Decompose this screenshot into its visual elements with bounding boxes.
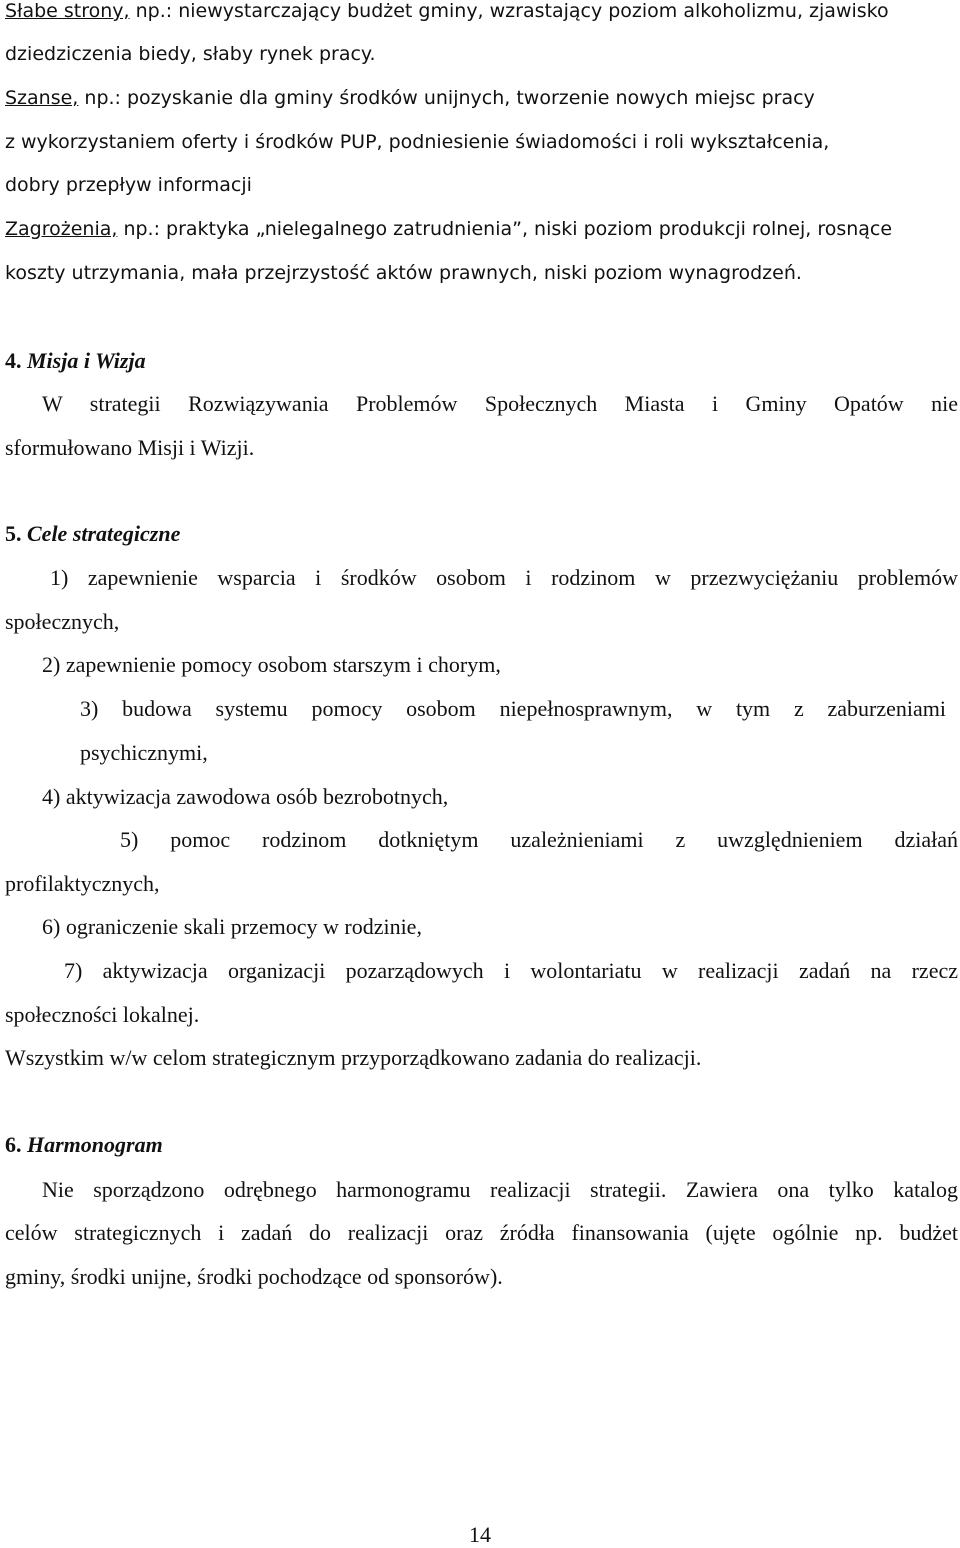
threats-line-1 <box>5 220 960 239</box>
section-5-title: Cele strategiczne <box>27 521 181 546</box>
opportunities-line-3: dobry przepływ informacji <box>5 174 252 196</box>
goal-7-line-1: 7) aktywizacja organizacji pozarządowych i wolontariatu w realizacji zadań na rzecz <box>64 958 958 983</box>
section-4-text-2: sformułowano Misji i Wizji. <box>5 435 255 460</box>
goal-7-line-2: społeczności lokalnej. <box>5 1002 200 1027</box>
weaknesses-text: np.: niewystarczający budżet gminy, wzrastający poziom alkoholizmu, zjawisko <box>129 0 889 22</box>
goal-3-line-1: 3) budowa systemu pomocy osobom niepełnosprawnym, w tym z zaburzeniami <box>80 696 946 721</box>
weaknesses-label: Słabe strony, <box>5 0 130 22</box>
section-6-text-3: gminy, środki unijne, środki pochodzące od sponsorów). <box>5 1264 503 1289</box>
section-6-text-2: celów strategicznych i zadań do realizacji oraz źródła finansowania (ujęte ogólnie np. budżet <box>5 1220 958 1245</box>
section-4-number: 4. <box>5 348 22 373</box>
goal-1-line-2: społecznych, <box>5 609 120 634</box>
section-4-text-1: W strategii Rozwiązywania Problemów Społecznych Miasta i Gminy Opatów nie <box>42 391 958 416</box>
section-5-heading <box>5 523 960 545</box>
goal-2: 2) zapewnienie pomocy osobom starszym i chorym, <box>42 652 501 677</box>
goal-6: 6) ograniczenie skali przemocy w rodzinie, <box>42 914 422 939</box>
threats-text: np.: praktyka „nielegalnego zatrudnienia”, niski poziom produkcji rolnej, rosnące <box>117 218 893 240</box>
section-6-text-1: Nie sporządzono odrębnego harmonogramu realizacji strategii. Zawiera ona tylko katalog <box>42 1177 958 1202</box>
goal-4: 4) aktywizacja zawodowa osób bezrobotnych, <box>42 784 449 809</box>
section-4-title: Misja i Wizja <box>27 348 146 373</box>
weaknesses-line-2: dziedziczenia biedy, słaby rynek pracy. <box>5 43 376 65</box>
opportunities-label: Szanse, <box>5 87 79 109</box>
opportunities-line-2: z wykorzystaniem oferty i środków PUP, podniesienie świadomości i roli wykształcenia, <box>5 131 830 153</box>
page-number: 14 <box>469 1522 491 1547</box>
goal-5-line-2: profilaktycznych, <box>5 871 160 896</box>
opportunities-text: np.: pozyskanie dla gminy środków unijnych, tworzenie nowych miejsc pracy <box>78 87 815 109</box>
section-6-heading <box>5 1134 960 1156</box>
goal-5-line-1: 5) pomoc rodzinom dotkniętym uzależnieniami z uwzględnieniem działań <box>120 827 958 852</box>
section-6-title: Harmonogram <box>27 1132 163 1157</box>
section-6-number: 6. <box>5 1132 22 1157</box>
section-5-number: 5. <box>5 521 22 546</box>
section-4-heading <box>5 350 960 372</box>
weaknesses-line-1 <box>5 2 960 21</box>
threats-label: Zagrożenia, <box>5 218 118 240</box>
goal-3-line-2: psychicznymi, <box>80 740 208 765</box>
goal-1-line-1: 1) zapewnienie wsparcia i środków osobom i rodzinom w przezwyciężaniu problemów <box>50 565 958 590</box>
opportunities-line-1 <box>5 89 960 108</box>
threats-line-2: koszty utrzymania, mała przejrzystość aktów prawnych, niski poziom wynagrodzeń. <box>5 262 802 284</box>
section-5-summary: Wszystkim w/w celom strategicznym przyporządkowano zadania do realizacji. <box>5 1045 702 1070</box>
